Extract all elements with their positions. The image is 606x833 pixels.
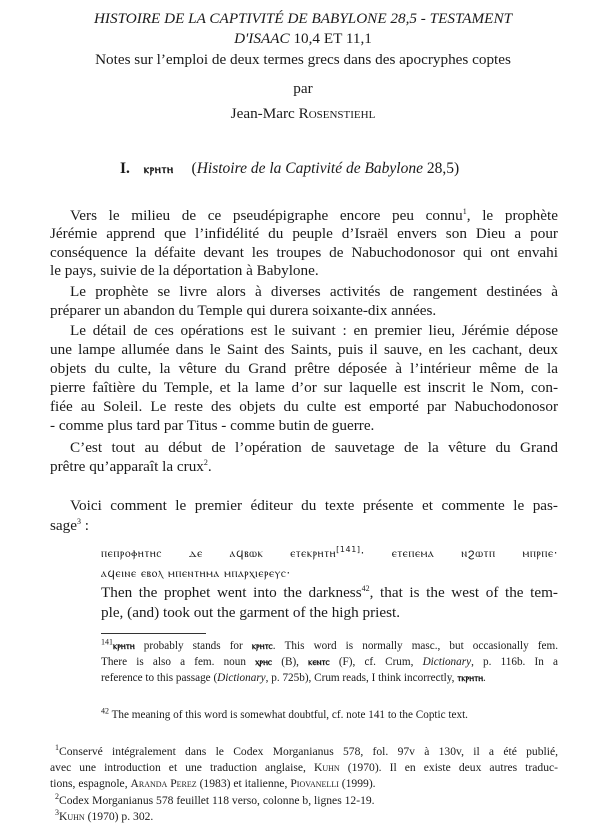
note-141-l2-coptic-1: ⲭⲣⲏⲥ <box>255 657 273 668</box>
p2-line-2: préparer un abandon du Temple qui durera soixante-dix années. <box>50 302 437 319</box>
note-141-l2-b: (B), <box>272 656 309 668</box>
note-141-l2-a: There is also a fem. noun <box>101 656 256 668</box>
p3-line-2: une lampe allumée dans le Saint des Saints, puis il sauve, en les cachant, deux <box>50 341 558 358</box>
p5-colon: : <box>81 517 90 534</box>
footnote-1-marker: 1 <box>55 743 59 753</box>
footnote-ref-2: 2 <box>203 457 208 467</box>
section-coptic-term: ⲕⲣⲏⲧⲏ <box>143 162 174 176</box>
p3-line-4: pierre faîtière du Temple, et la lame d’or sur laquelle est inscrit le Nom, con- <box>50 379 558 396</box>
note-42-text: The meaning of this word is somewhat doubtful, cf. note 141 to the Coptic text. <box>109 709 468 721</box>
note-42 <box>101 708 468 723</box>
article-title-italic: HISTOIRE DE LA CAPTIVITÉ DE BABYLONE 28,5 - TESTAMENT <box>93 10 513 27</box>
author-name <box>0 105 606 123</box>
footnote-1-line-3 <box>50 776 376 791</box>
note-141-text-b: . This word is normally masc., but occasionally fem. <box>272 640 558 652</box>
coptic-quote-line-2: ⲁϥⲉⲓⲛⲉ ⲉⲃⲟⲗ ⲙⲡⲉⲛⲧⲏⲙⲁ ⲙⲡⲁⲣⲭⲓⲉⲣⲉⲩⲥ· <box>101 566 291 580</box>
footnote-1-l3-author-1: Aranda Perez <box>130 777 197 790</box>
footnote-1-line-2 <box>50 760 558 775</box>
footnote-1-l3-author-2: Piovanelli <box>290 777 339 790</box>
footnote-2-marker: 2 <box>55 792 59 802</box>
note-141-l3-italic: Dictionary <box>217 672 266 684</box>
note-141-l3-b: , p. 725b), Crum reads, I think incorrectly, <box>265 672 458 684</box>
section-heading <box>120 160 459 178</box>
note-141-l2-d: , p. 116b. In a <box>471 656 558 668</box>
translation-line-1 <box>101 584 558 602</box>
author-last-name: Rosenstiehl <box>298 105 376 122</box>
p1-line-3: conséquence la défaite devant les troupes de Nabuchodonosor qui ont envahi <box>50 244 558 261</box>
translation-note-ref: 42 <box>361 583 370 593</box>
article-title-line-1 <box>0 10 606 28</box>
p4-line-1: C’est tout au début de l’opération de sauvetage de la vêture du Grand <box>70 439 558 456</box>
footnote-1-l2-author: Kuhn <box>314 761 340 774</box>
article-title-refs: 10,4 ET 11,1 <box>289 30 372 47</box>
section-ref-open: ( <box>191 160 197 177</box>
footnote-2-text: Codex Morganianus 578 feuillet 118 verso, colonne b, lignes 12-19. <box>59 794 375 807</box>
section-number: I. <box>120 160 130 177</box>
note-141-l2-italic: Dictionary <box>422 656 472 668</box>
translation-text-1: Then the prophet went into the darkness <box>101 584 362 601</box>
note-141-line-1 <box>101 639 558 654</box>
footnote-2 <box>55 793 375 808</box>
note-141-l3-c: . <box>483 672 486 684</box>
footnote-ref-3: 3 <box>77 516 81 526</box>
footnote-1-l3-b: (1983) et italienne, <box>196 777 291 790</box>
note-141-l2-coptic-2: ⲕⲉⲛⲧⲥ <box>308 657 330 668</box>
note-141-l2-c: (F), cf. Crum, <box>329 656 423 668</box>
p3-line-6: - comme plus tard par Titus - comme butin de guerre. <box>50 417 375 434</box>
section-ref-title: Histoire de la Captivité de Babylone <box>196 160 423 177</box>
p3-line-1: Le détail de ces opérations est le suivant : en premier lieu, Jérémie dépose <box>70 322 558 339</box>
p4-line-2 <box>50 458 212 476</box>
footnote-3-marker: 3 <box>55 808 59 818</box>
note-42-marker: 42 <box>101 706 109 716</box>
footnote-1-l3-a: tions, espagnole, <box>50 777 131 790</box>
coptic-note-ref: [141] <box>336 545 361 555</box>
note-141-text-a: probably stands for <box>134 640 252 652</box>
note-141-l3-coptic: ⲧⲕⲣⲏⲧⲏ <box>457 673 484 684</box>
footnote-1-l2-b: (1970). Il en existe deux autres traduc- <box>339 761 558 774</box>
p1-line-1 <box>70 207 558 225</box>
p5-text: sage <box>50 517 77 534</box>
article-title-line-2 <box>0 30 606 48</box>
footnote-ref-1: 1 <box>462 206 467 216</box>
footnote-1-l2-a: avec une introduction et une traduction anglaise, <box>50 761 314 774</box>
footnote-3 <box>55 809 153 824</box>
coptic-quote-line-1 <box>101 546 558 561</box>
translation-text-1b: , that is the west of the tem- <box>369 584 558 601</box>
p4-period: . <box>207 458 212 475</box>
p1-text-1: Vers le milieu de ce pseudépigraphe encore peu connu <box>70 207 463 224</box>
p1-line-2: Jérémie apprend que l’infidélité du peuple d’Israël envers son Dieu a pour <box>50 225 558 242</box>
footnote-3-author: Kuhn <box>59 810 85 823</box>
p1-line-4: le pays, suivie de la déportation à Babylone. <box>50 262 319 279</box>
p2-line-1: Le prophète se livre alors à diverses activités de rangement destinées à <box>70 283 558 300</box>
p5-line-1: Voici comment le premier éditeur du texte présente et commente le pas- <box>70 497 558 514</box>
note-141-coptic-2: ⲕⲣⲏⲧⲥ <box>251 641 273 652</box>
author-par: par <box>293 80 313 97</box>
p3-line-3: objets du culte, la vêture du Grand prêtre déposée à l’intérieur même de la <box>50 360 558 377</box>
footnote-1-line-1 <box>55 744 558 759</box>
footnote-1-l3-c: (1999). <box>338 777 376 790</box>
note-141-marker: 141 <box>101 637 113 647</box>
footnote-1-text-1: Conservé intégralement dans le Codex Morganianus 578, fol. 97v à 130v, il a été publié, <box>59 745 558 758</box>
coptic-quote-text-1b: · ⲉⲧⲉⲡⲉⲙⲁ ⲛϩⲱⲧⲡ ⲙⲡⲣⲡⲉ· <box>360 546 558 560</box>
p4-text: prêtre qu’apparaît la crux <box>50 458 204 475</box>
footnote-3-text: (1970) p. 302. <box>84 810 154 823</box>
article-title-italic-2: D'ISAAC <box>234 30 290 47</box>
note-141-line-2 <box>101 655 558 670</box>
translation-line-2: ple, (and) took out the garment of the high priest. <box>101 604 401 621</box>
note-141-coptic: ⲕⲣⲏⲧⲏ <box>113 641 135 652</box>
coptic-quote-text-1: ⲡⲉⲡⲣⲟⲫⲏⲧⲏⲥ ⲇⲉ ⲁϥⲃⲱⲕ ⲉⲧⲉⲕⲣⲏⲧⲏ <box>101 546 337 560</box>
author-first-name: Jean-Marc <box>230 105 299 122</box>
notes-divider <box>101 633 206 634</box>
p5-line-2 <box>50 517 89 535</box>
note-141-l3-a: reference to this passage ( <box>101 672 218 684</box>
p1-text-1b: , le prophète <box>466 207 558 224</box>
note-141-line-3 <box>101 671 486 686</box>
p3-line-5: fiée au Soleil. Le reste des objets du culte est emporté par Nabuchodonosor <box>50 398 558 415</box>
section-ref-close: 28,5) <box>423 160 460 177</box>
article-subtitle: Notes sur l’emploi de deux termes grecs dans des apocryphes coptes <box>95 51 511 68</box>
